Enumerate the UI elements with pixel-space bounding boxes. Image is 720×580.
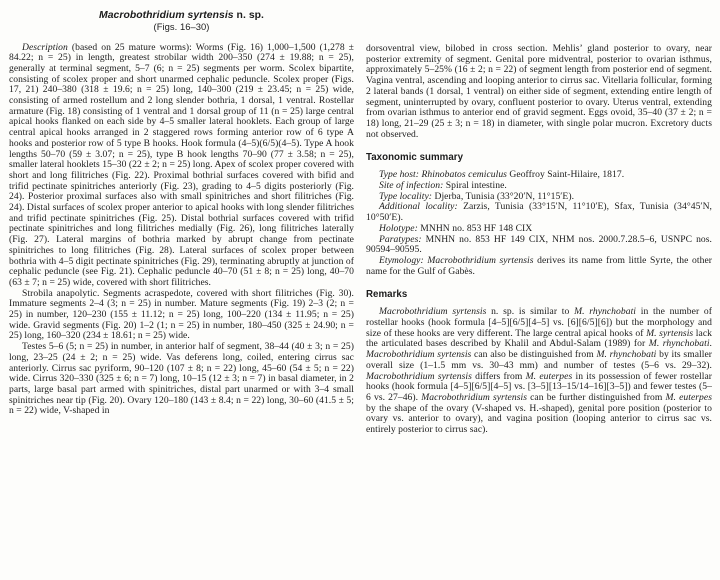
holotype-entry: Holotype: MNHN no. 853 HF 148 CIX (379, 222, 533, 234)
type-host-entry: Type host: Rhinobatos cemiculus Geoffroy Saint-Hilaire, 1817. (379, 169, 625, 181)
etymology-entry: Etymology: Macrobothridium syrtensis derives its name from little Syrte, the other name for the Gulf of Gabès. (366, 254, 712, 277)
species-title: Macrobothridium syrtensis n. sp. (99, 10, 264, 21)
paratypes-entry: Paratypes: MNHN no. 853 HF 149 CIX, NHM nos. 2000.7.28.5–6, USNPC nos. 90594–90595. (366, 233, 712, 256)
right-column (366, 44, 712, 436)
type-locality-entry: Type locality: Djerba, Tunisia (33°20′N, 11°15′E). (379, 190, 575, 202)
additional-locality-entry: Additional locality: Zarzis, Tunisia (33°15′N, 11°10′E), Sfax, Tunisia (34°45′N, 10°50′E). (366, 201, 713, 224)
taxonomic-summary-heading: Taxonomic summary (366, 152, 464, 164)
figure-range: (Figs. 16–30) (153, 21, 210, 32)
remarks-paragraph: Macrobothridium syrtensis n. sp. is similar to M. rhynchobati in the number of rostellar hooks (hook formula [4–5][6/5][4–5] vs. [6][6/5][6]) but the morphology and size of these hooks are very different. The large central apical hooks of M. syrtensis lack the articulated bases described by Khalil and Abdul-Salam (1989) for M. rhynchobati. Macrobothridium syrtensis can also be distinguished from M. rhynchobati by its smaller overall size (1–1.5 mm vs. 30–43 mm) and number of testes (5–6 vs. 29–32). Macrobothridium syrtensis differs from M. euterpes in its possession of fewer rostellar hooks (hook formula [4–5][6/5][4–5] vs. [3–5][13–15/14–16][3–5]) and fewer testes (5–6 vs. 27–46). Macrobothridium syrtensis can be further distinguished from M. euterpes by the shape of the ovary (V-shaped vs. H.-shaped), genital pore position (posterior to ovary vs. anterior to ovary), and vagina position (looping anterior to cirrus sac vs. entirely posterior to cirrus sac). (366, 306, 712, 436)
species-title-block (9, 10, 354, 33)
strobila-paragraph: Strobila anapolytic. Segments acraspedote, covered with short filitriches (Fig. 30). Immature segments 2–4 (3; n = 25) in number. Mature segments (Fig. 19) 2–3 (2; n = 25) in number, 120–230 (155 ± 11.12; n = 25) long, 100–220 (134 ± 11.95; n = 25) wide. Gravid segments (Fig. 20) 1–2 (1; n = 25) in number, 180–450 (325 ± 24.90; n = 25) long, 160–320 (234 ± 18.61; n = 25) wide. (9, 287, 354, 342)
testes-paragraph: Testes 5–6 (5; n = 25) in number, in anterior half of segment, 38–44 (40 ± 3; n = 25) long, 23–25 (24 ± 2; n = 25) wide. Vas deferens long, coiled, entering cirrus sac anteriorly. Cirrus sac pyriform, 90–120 (107 ± 8; n = 22) long, 45–60 (54 ± 5; n = 22) wide. Cirrus 320–330 (325 ± 6; n = 7) long, 10–15 (12 ± 3; n = 7) in basal diameter, in 2 parts, large basal part armed with spinitriches, distal part unarmed or with 3–4 small spinitriches near tip (Fig. 20). Ovary 120–180 (143 ± 8.4; n = 22) long, 30–60 (41.5 ± 5; n = 22) wide, V-shaped in (9, 341, 354, 417)
site-of-infection-entry: Site of infection: Spiral intestine. (379, 180, 507, 192)
description-continuation-paragraph: dorsoventral view, bilobed in cross section. Mehlis’ gland posterior to ovary, near posterior extremity of segment. Genital pore midventral, posterior to ovarian isthmus, approximately 5–25% (16 ± 2; n = 22) of segment length from posterior end of segment. Vagina ventral, ascending and looping anterior to cirrus sac. Vitellaria follicular, forming 2 lateral bands (1 dorsal, 1 ventral) on either side of segment, extending entire length of segment, uninterrupted by ovary, confluent posterior to ovary. Uterus ventral, extending from ovarian isthmus to anterior end of gravid segment. Eggs ovoid, 35–40 (37 ± 2; n = 18) long, 21–29 (25 ± 3; n = 18) in diameter, with single polar mucron. Excretory ducts not observed. (366, 43, 712, 140)
remarks-heading: Remarks (366, 289, 408, 301)
left-column (9, 10, 354, 417)
description-paragraph: Description (based on 25 mature worms): Worms (Fig. 16) 1,000–1,500 (1,278 ± 84.22; n = 25) in length, greatest strobilar width 200–350 (274 ± 19.88; n = 25), generally at terminal segment, 5–7 (6; n = 25) segments per worm. Scolex bipartite, consisting of scolex proper and short unarmed cephalic peduncle. Scolex proper (Figs. 17, 21) 240–380 (318 ± 19.6; n = 25) long, 140–300 (219 ± 23.45; n = 25) wide, consisting of armed rostellum and 2 long slender bothria, 1 dorsal, 1 ventral. Rostellar armature (Fig. 18) consisting of 1 ventral and 1 dorsal group of 11 (n = 25) large central apical hooks flanked on each side by 4–5 smaller lateral hooklets. Each group of large central apical hooks arranged in 2 staggered rows forming anterior row of 6 type A hooks and posterior row of 5 type B hooks. Hook formula (4–5)(6/5)(4–5). Type A hook lengths 50–70 (59 ± 3.07; n = 25), type B hook lengths 70–90 (77 ± 3.58; n = 25), smaller lateral hooklets 15–30 (22 ± 2; n = 25) long. Apex of scolex proper covered with short and long filitriches (Fig. 22). Proximal bothrial surfaces covered with bifid and trifid pectinate spinitriches anteriorly (Fig. 23), grading to 4–5 digits posteriorly (Fig. 24). Posterior proximal surfaces also with small spinitriches and short filitriches (Fig. 24). Distal surfaces of scolex proper anterior to apical hooks with long slender filitriches and trifid pectinate spinitriches (Fig. 25). Distal bothrial surfaces covered with trifid pectinate spinitriches and long filitriches medially (Fig. 26), long filitriches laterally (Fig. 27). Lateral margins of bothria marked by abrupt change from pectinate spinitriches to long filitriches (Fig. 28). Lateral surfaces of scolex proper between bothria with 4–5 digit pectinate spinitriches (Fig. 29), terminating abruptly at junction of cephalic peduncle (see Fig. 21). Cephalic peduncle 40–70 (51 ± 8; n = 25) long, 40–70 (63 ± 7; n = 25) wide, covered with short filitriches. (9, 41, 354, 288)
